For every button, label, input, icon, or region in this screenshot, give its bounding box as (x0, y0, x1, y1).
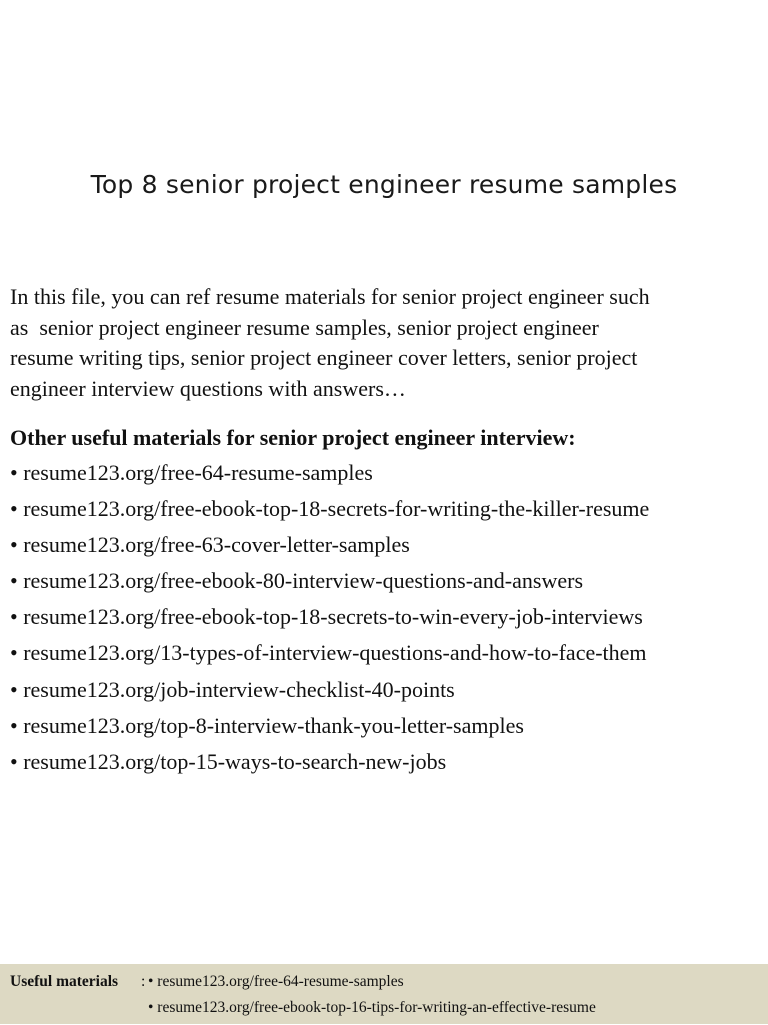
materials-link-item[interactable]: • resume123.org/free-ebook-top-18-secrets-for-writing-the-killer-resume (10, 496, 650, 522)
footer-bar (0, 964, 768, 1024)
intro-line: In this file, you can ref resume materials for senior project engineer such (10, 284, 650, 309)
page-title: Top 8 senior project engineer resume samples (90, 170, 678, 199)
footer-link-item[interactable]: • resume123.org/free-ebook-top-16-tips-for-writing-an-effective-resume (148, 999, 596, 1016)
materials-link-item[interactable]: • resume123.org/free-64-resume-samples (10, 460, 373, 485)
materials-link-item[interactable]: • resume123.org/free-ebook-80-interview-questions-and-answers (10, 568, 583, 594)
materials-link-item[interactable]: • resume123.org/top-8-interview-thank-you-letter-samples (10, 712, 524, 738)
footer-colon: : (141, 973, 146, 990)
footer-label: Useful materials (10, 973, 119, 990)
footer-links (148, 973, 596, 1025)
materials-link-item[interactable]: • resume123.org/top-15-ways-to-search-new-jobs (10, 748, 447, 774)
intro-paragraph (10, 282, 760, 404)
materials-link-item[interactable]: • resume123.org/free-63-cover-letter-samples (10, 532, 410, 558)
materials-list (10, 458, 649, 783)
intro-line: engineer interview questions with answers… (10, 375, 406, 401)
intro-line: as senior project engineer resume samples, senior project engineer (10, 314, 599, 340)
footer-link-item[interactable]: • resume123.org/free-64-resume-samples (148, 973, 404, 990)
intro-line: resume writing tips, senior project engineer cover letters, senior project (10, 345, 638, 370)
materials-link-item[interactable]: • resume123.org/free-ebook-top-18-secrets-to-win-every-job-interviews (10, 604, 643, 630)
materials-link-item[interactable]: • resume123.org/13-types-of-interview-questions-and-how-to-face-them (10, 640, 647, 666)
materials-heading: Other useful materials for senior project engineer interview: (10, 425, 576, 450)
materials-link-item[interactable]: • resume123.org/job-interview-checklist-40-points (10, 676, 455, 702)
